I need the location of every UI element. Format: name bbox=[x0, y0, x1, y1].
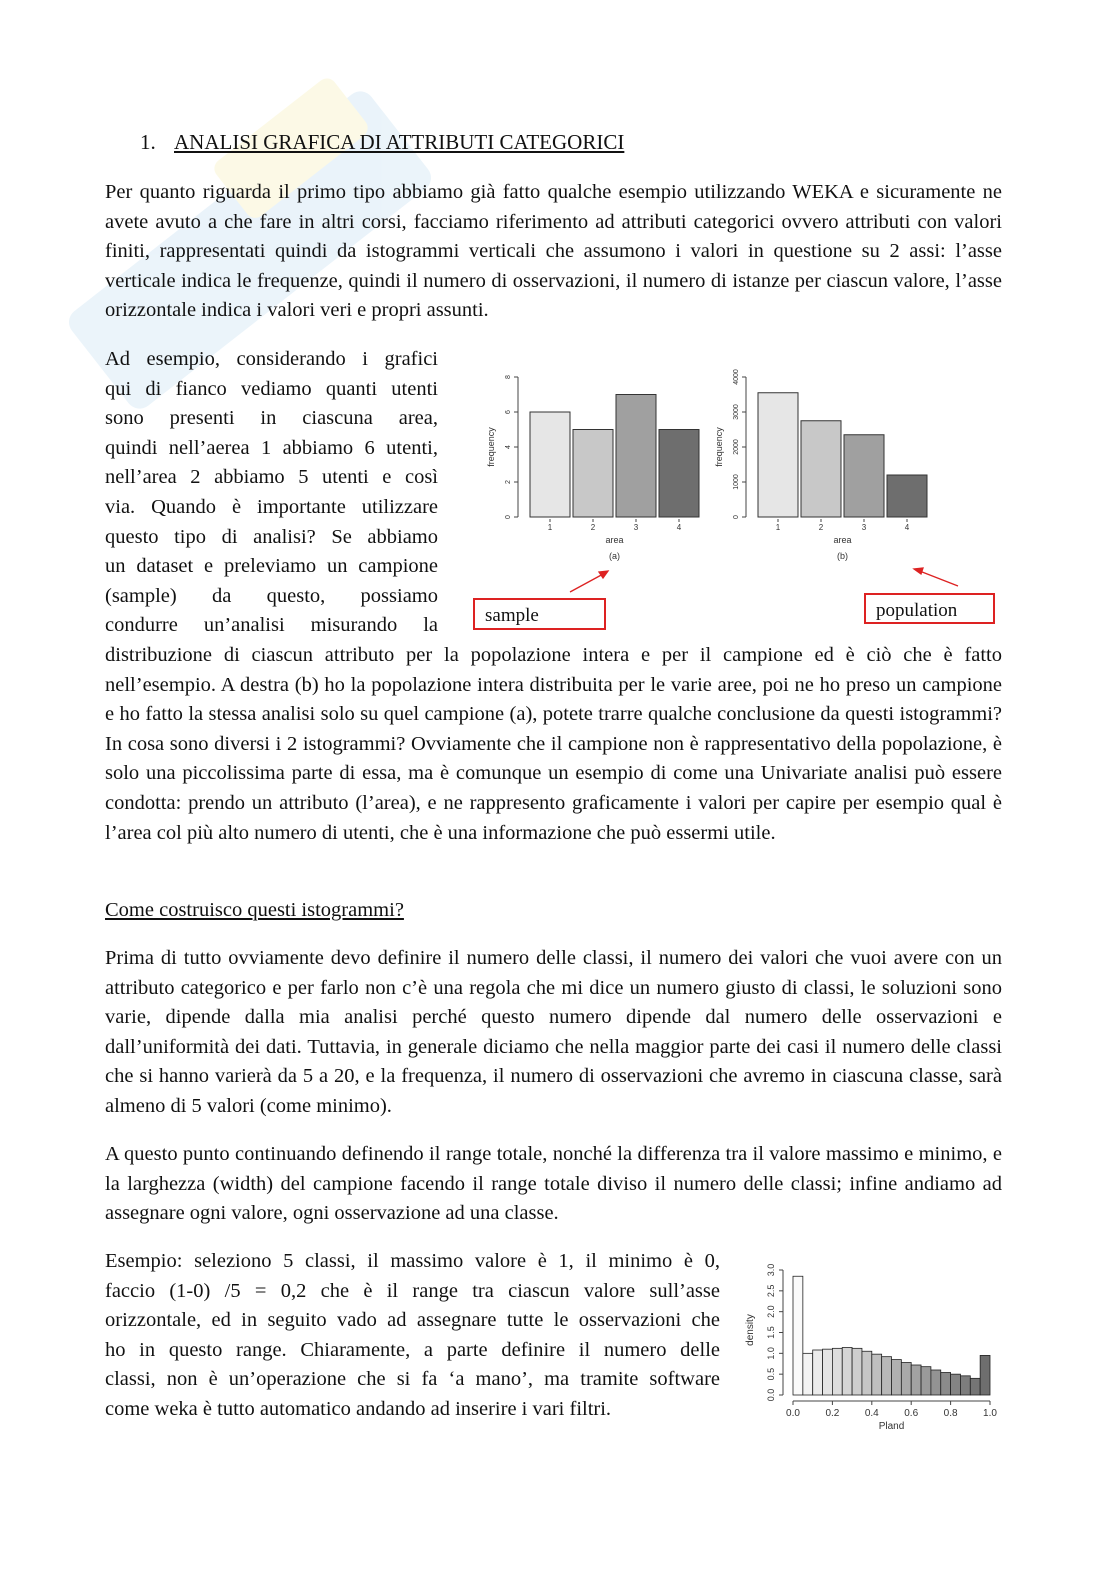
histogram-bar bbox=[911, 1365, 921, 1395]
bar bbox=[659, 430, 699, 518]
x-tick-label: 4 bbox=[676, 523, 682, 532]
text-line: qui di fianco vediamo quanti utenti bbox=[105, 377, 438, 400]
histogram-bar bbox=[970, 1378, 980, 1395]
area-frequency-charts bbox=[480, 355, 980, 595]
y-tick-label: 1000 bbox=[733, 474, 740, 490]
text-line: questo tipo di analisi? Se abbiamo bbox=[105, 525, 438, 548]
histogram-bar bbox=[832, 1348, 842, 1395]
text-line: orizzontale, ed in seguito vado ad assegnare tutte le osservazioni che bbox=[105, 1309, 720, 1332]
y-tick-label: 2000 bbox=[733, 439, 740, 455]
x-tick-label: 3 bbox=[861, 523, 867, 532]
section-number: 1. bbox=[140, 130, 156, 154]
paragraph-range: A questo punto continuando definendo il range totale, nonché la differenza tra il valore massimo e minimo, e la larghezza (width) del campione facendo il range totale diviso il numero delle classi; infine andiamo ad assegnare ogni valore, ogni osservazione ad una classe. bbox=[105, 1143, 1002, 1225]
bar bbox=[530, 412, 570, 517]
density-histogram bbox=[738, 1250, 1000, 1440]
y-tick-label: 8 bbox=[505, 375, 512, 379]
y-tick-label: 4000 bbox=[733, 369, 740, 385]
histogram-bar bbox=[842, 1348, 852, 1396]
histogram-bar bbox=[813, 1350, 823, 1395]
text-line: faccio (1-0) /5 = 0,2 che è il range tra ciascun valore sull’asse bbox=[105, 1279, 720, 1302]
histogram-bar bbox=[793, 1276, 803, 1395]
y-tick-label: 3.0 bbox=[766, 1263, 776, 1277]
paragraph-classes: Prima di tutto ovviamente devo definire il numero delle classi, il numero dei valori che vuoi avere con un attributo categorico e per farlo non c’è una regola che mi dice un numero giusto di classi, le soluzioni sono varie, dipende dalla mia analisi perché questo numero dipende dal numero delle osservazioni e dall’uniformità dei dati. Tuttavia, in generale diciamo che nella maggior parte dei casi il numero delle classi che si hanno varierà da 5 a 20, e la frequenza, il numero di osservazioni che avremo in ciascuna classe, sarà almeno di 5 valori (come minimo). bbox=[105, 947, 1002, 1117]
sample-callout: sample bbox=[473, 598, 606, 630]
histogram-bar bbox=[951, 1374, 961, 1395]
section-heading bbox=[140, 130, 624, 155]
histogram-bar bbox=[960, 1376, 970, 1395]
bar bbox=[758, 393, 798, 517]
x-tick-label: 2 bbox=[590, 523, 596, 532]
section-title: ANALISI GRAFICA DI ATTRIBUTI CATEGORICI bbox=[174, 130, 625, 154]
histogram-bar bbox=[803, 1353, 813, 1395]
y-tick-label: 6 bbox=[505, 410, 512, 414]
histogram-bar bbox=[892, 1360, 902, 1395]
histogram-bar bbox=[872, 1354, 882, 1395]
text-line: sono presenti in ciascuna area, bbox=[105, 407, 438, 430]
bar bbox=[573, 430, 613, 518]
histogram-bar bbox=[882, 1357, 892, 1395]
paragraph-example-continuation: distribuzione di ciascun attributo per la popolazione intera e per il campione ed è ciò che è fatto nell’esempio. A destra (b) ho la popolazione intera distribuita per le varie aree, poi ne ho preso un campione e ho fatto la stessa analisi solo su quel campione (a), potete trarre qualche conclusione da questi istogrammi? In cosa sono diversi i 2 istogrammi? Ovviamente che il campione non è rappresentativo della popolazione, è solo una piccolissima parte di essa, ma è comunque un esempio di come una Univariate analisi può essere condotta: prendo un attributo (l’area), e ne rappresento graficamente i valori per capire per esempio qual è l’area col più alto numero di utenti, che è una informazione che può essermi utile. bbox=[105, 644, 1002, 844]
y-tick-label: 2.5 bbox=[766, 1284, 776, 1298]
y-axis-label: density bbox=[745, 1314, 756, 1346]
x-tick-label: 3 bbox=[633, 523, 639, 532]
y-tick-label: 2 bbox=[505, 480, 512, 484]
histogram-bar bbox=[921, 1367, 931, 1395]
y-axis-label: frequency bbox=[714, 427, 724, 467]
y-axis-label: frequency bbox=[486, 427, 496, 467]
x-tick-label: 0.6 bbox=[904, 1408, 919, 1419]
population-callout: population bbox=[864, 593, 995, 624]
chart-b-population bbox=[714, 369, 927, 561]
sample-arrow bbox=[570, 571, 608, 592]
histogram-bar bbox=[901, 1363, 911, 1396]
x-tick-label: 0.2 bbox=[825, 1408, 840, 1419]
x-tick-label: 1 bbox=[775, 523, 781, 532]
y-tick-label: 3000 bbox=[733, 404, 740, 420]
y-tick-label: 0.5 bbox=[766, 1367, 776, 1381]
text-line: come weka è tutto automatico andando ad inserire i vari filtri. bbox=[105, 1397, 612, 1420]
text-line: classi, non è un’operazione che si fa ‘a mano’, ma tramite software bbox=[105, 1368, 720, 1391]
text-line: un dataset e preleviamo un campione bbox=[105, 555, 438, 578]
x-tick-label: 0.4 bbox=[864, 1408, 879, 1419]
x-axis-label: area bbox=[833, 535, 852, 545]
text-line: condurre un’analisi misurando la bbox=[105, 614, 438, 637]
x-axis-label: area bbox=[605, 535, 624, 545]
population-arrow bbox=[914, 568, 958, 586]
y-tick-label: 0.0 bbox=[766, 1388, 776, 1402]
y-tick-label: 1.5 bbox=[766, 1326, 776, 1339]
text-line: via. Quando è importante utilizzare bbox=[105, 495, 438, 518]
histogram-bar bbox=[980, 1355, 990, 1395]
paragraph-example-column bbox=[105, 345, 438, 641]
x-tick-label: 1.0 bbox=[983, 1408, 997, 1419]
x-axis-label: Pland bbox=[878, 1421, 905, 1432]
histogram-bar bbox=[862, 1351, 872, 1395]
panel-label: (b) bbox=[837, 551, 848, 561]
text-line: ho in questo range. Chiaramente, a parte definire il numero delle bbox=[105, 1338, 720, 1361]
x-tick-label: 2 bbox=[818, 523, 824, 532]
text-line: quindi nell’aerea 1 abbiamo 6 utenti, bbox=[105, 436, 438, 459]
paragraph-intro: Per quanto riguarda il primo tipo abbiamo già fatto qualche esempio utilizzando WEKA e sicuramente ne avete avuto a che fare in altri corsi, facciamo riferimento ad attributi categorici ovvero attributi con valori finiti, rappresentati quindi da istogrammi verticali che assumono i valori in questione su 2 assi: l’asse verticale indica le frequenze, quindi il numero di osservazioni, il numero di istanze per ciascun valore, l’asse orizzontale indica i valori veri e propri assunti. bbox=[105, 181, 1002, 322]
bar bbox=[616, 395, 656, 518]
histogram-bar bbox=[823, 1349, 833, 1395]
text-line: nell’area 2 abbiamo 5 utenti e così bbox=[105, 466, 438, 489]
panel-label: (a) bbox=[609, 551, 620, 561]
x-tick-label: 0.8 bbox=[943, 1408, 958, 1419]
y-tick-label: 1.0 bbox=[766, 1347, 776, 1360]
subheading: Come costruisco questi istogrammi? bbox=[105, 899, 404, 921]
y-tick-label: 0 bbox=[733, 515, 740, 519]
paragraph-worked-example bbox=[105, 1247, 720, 1425]
bar bbox=[887, 475, 927, 517]
bar bbox=[801, 421, 841, 517]
text-line: (sample) da questo, possiamo bbox=[105, 584, 438, 607]
x-tick-label: 1 bbox=[547, 523, 553, 532]
histogram-bar bbox=[931, 1370, 941, 1395]
bar bbox=[844, 435, 884, 517]
text-line: Esempio: seleziono 5 classi, il massimo valore è 1, il minimo è 0, bbox=[105, 1250, 720, 1272]
y-tick-label: 4 bbox=[505, 445, 512, 449]
histogram-bar bbox=[941, 1373, 951, 1396]
y-tick-label: 0 bbox=[505, 515, 512, 519]
x-tick-label: 0.0 bbox=[786, 1408, 800, 1419]
y-tick-label: 2.0 bbox=[766, 1305, 776, 1318]
histogram-bar bbox=[852, 1348, 862, 1395]
text-line: Ad esempio, considerando i grafici bbox=[105, 348, 438, 370]
chart-a-sample bbox=[486, 375, 699, 561]
x-tick-label: 4 bbox=[904, 523, 910, 532]
